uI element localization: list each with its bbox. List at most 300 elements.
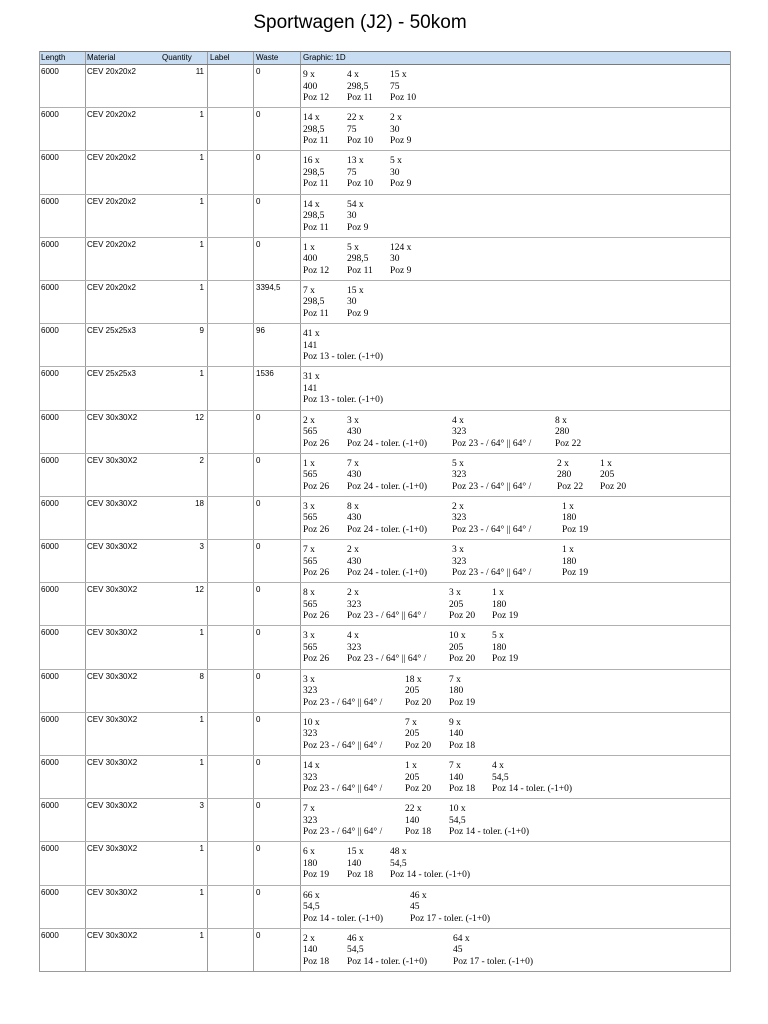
cell-length: 6000 [41, 153, 59, 163]
cut-piece [452, 545, 531, 580]
piece-count: 7 x [303, 545, 315, 556]
piece-count: 1 x [303, 242, 315, 253]
cut-piece [303, 243, 329, 278]
cell-waste: 0 [256, 455, 261, 465]
cell-quantity: 2 [199, 455, 204, 465]
piece-len: 30 [347, 297, 357, 308]
piece-count: 15 x [347, 847, 364, 858]
piece-count: 46 x [410, 890, 427, 901]
piece-len: 298,5 [347, 254, 369, 265]
piece-len: 75 [347, 124, 357, 135]
cut-piece [347, 934, 427, 969]
piece-len: 54,5 [347, 945, 364, 956]
cut-piece [390, 113, 411, 148]
cut-piece [303, 631, 329, 666]
piece-poz: Poz 11 [303, 222, 329, 233]
piece-len: 140 [405, 815, 420, 826]
piece-poz: Poz 23 - / 64° || 64° / [303, 740, 383, 751]
piece-len: 298,5 [303, 167, 325, 178]
cell-material: CEV 30x30X2 [87, 628, 138, 638]
piece-poz: Poz 13 - toler. (-1+0) [303, 395, 384, 406]
cut-piece [303, 718, 382, 753]
piece-poz: Poz 19 [562, 568, 589, 579]
cell-material: CEV 30x30X2 [87, 887, 138, 897]
cut-piece [347, 502, 427, 537]
cell-length: 6000 [41, 110, 59, 120]
piece-count: 4 x [347, 70, 359, 80]
cell-material: CEV 20x20x2 [87, 153, 136, 163]
cut-piece [347, 70, 373, 105]
piece-len: 45 [453, 945, 463, 956]
piece-poz: Poz 14 - toler. (-1+0) [449, 827, 530, 838]
cell-quantity: 1 [199, 239, 204, 249]
cell-length: 6000 [41, 239, 59, 249]
cell-waste: 0 [256, 930, 261, 940]
piece-poz: Poz 20 [405, 784, 432, 794]
piece-poz: Poz 11 [303, 136, 329, 147]
piece-count: 14 x [303, 761, 320, 771]
piece-len: 140 [303, 945, 318, 956]
piece-len: 180 [303, 858, 318, 869]
piece-count: 7 x [347, 458, 359, 469]
piece-count: 10 x [303, 717, 320, 728]
cut-piece [390, 70, 416, 105]
piece-count: 1 x [492, 588, 504, 599]
cell-length: 6000 [41, 67, 59, 76]
piece-count: 22 x [405, 804, 422, 815]
cut-piece [405, 675, 431, 710]
piece-len: 75 [347, 167, 357, 178]
piece-count: 22 x [347, 113, 364, 124]
piece-count: 10 x [449, 804, 466, 815]
cell-waste: 0 [256, 110, 261, 120]
cell-length: 6000 [41, 887, 59, 897]
piece-poz: Poz 26 [303, 611, 330, 622]
piece-poz: Poz 26 [303, 568, 330, 579]
cell-material: CEV 30x30X2 [87, 758, 138, 767]
cut-piece [303, 372, 383, 407]
piece-poz: Poz 23 - / 64° || 64° / [303, 784, 383, 794]
piece-len: 180 [492, 642, 507, 653]
cut-piece [449, 718, 475, 753]
cell-material: CEV 30x30X2 [87, 844, 138, 854]
piece-len: 298,5 [347, 81, 369, 92]
piece-poz: Poz 26 [303, 654, 330, 665]
piece-count: 7 x [449, 761, 461, 771]
cell-waste: 0 [256, 153, 261, 163]
piece-poz: Poz 24 - toler. (-1+0) [347, 438, 428, 449]
cell-length: 6000 [41, 714, 59, 724]
cut-piece [347, 459, 427, 494]
cell-length: 6000 [41, 412, 59, 422]
piece-count: 9 x [303, 70, 315, 80]
piece-count: 3 x [452, 545, 464, 556]
piece-poz: Poz 23 - / 64° || 64° / [347, 654, 427, 665]
cut-piece [347, 200, 368, 235]
cut-piece [492, 588, 518, 623]
cell-material: CEV 30x30X2 [87, 671, 138, 681]
cut-piece [492, 631, 518, 666]
piece-count: 4 x [347, 631, 359, 642]
piece-len: 141 [303, 340, 318, 351]
cut-piece [452, 459, 531, 494]
piece-poz: Poz 22 [557, 481, 584, 492]
cell-length: 6000 [41, 455, 59, 465]
piece-len: 280 [555, 427, 570, 437]
cut-piece [303, 675, 382, 710]
piece-count: 10 x [449, 631, 466, 642]
cut-piece [449, 631, 475, 666]
piece-count: 15 x [390, 70, 407, 80]
piece-len: 430 [347, 556, 362, 567]
cell-quantity: 9 [199, 326, 204, 336]
piece-len: 30 [347, 211, 357, 222]
cell-material: CEV 20x20x2 [87, 67, 136, 76]
piece-count: 3 x [303, 501, 315, 512]
piece-poz: Poz 12 [303, 265, 330, 276]
piece-count: 2 x [303, 933, 315, 944]
cut-piece [347, 243, 373, 278]
cut-piece [390, 243, 411, 278]
piece-poz: Poz 20 [405, 740, 432, 751]
piece-count: 31 x [303, 372, 320, 383]
piece-poz: Poz 20 [449, 654, 476, 665]
piece-count: 7 x [405, 717, 417, 728]
piece-len: 205 [600, 470, 615, 481]
piece-poz: Poz 13 - toler. (-1+0) [303, 352, 384, 363]
table-row [40, 496, 730, 539]
table-row [40, 885, 730, 928]
piece-count: 15 x [347, 285, 364, 296]
piece-len: 140 [449, 772, 464, 783]
piece-count: 1 x [405, 761, 417, 771]
header-material: Material [87, 53, 116, 62]
cut-piece [449, 588, 475, 623]
cell-length: 6000 [41, 844, 59, 854]
header-graphic: Graphic: 1D [303, 53, 346, 62]
piece-count: 3 x [449, 588, 461, 599]
cut-piece [303, 459, 329, 494]
cell-length: 6000 [41, 369, 59, 379]
piece-len: 140 [449, 729, 464, 740]
piece-count: 64 x [453, 933, 470, 944]
cell-quantity: 1 [199, 282, 204, 292]
piece-len: 54,5 [492, 772, 509, 783]
cut-piece [405, 761, 431, 796]
table-header [40, 51, 730, 65]
piece-poz: Poz 22 [555, 438, 582, 449]
piece-len: 565 [303, 599, 318, 610]
cell-waste: 0 [256, 714, 261, 724]
piece-count: 8 x [555, 415, 567, 426]
piece-count: 4 x [452, 415, 464, 426]
piece-count: 3 x [303, 674, 315, 685]
cell-material: CEV 30x30X2 [87, 455, 138, 465]
piece-count: 1 x [600, 458, 612, 469]
piece-count: 7 x [449, 674, 461, 685]
piece-count: 5 x [390, 156, 402, 167]
piece-poz: Poz 20 [405, 697, 432, 708]
cut-piece [453, 934, 533, 969]
piece-len: 205 [405, 686, 420, 697]
piece-poz: Poz 24 - toler. (-1+0) [347, 524, 428, 535]
piece-poz: Poz 23 - / 64° || 64° / [347, 611, 427, 622]
cut-piece [347, 631, 426, 666]
cell-quantity: 1 [199, 110, 204, 120]
piece-len: 430 [347, 470, 362, 481]
cell-waste: 0 [256, 239, 261, 249]
piece-poz: Poz 10 [347, 179, 374, 190]
piece-poz: Poz 23 - / 64° || 64° / [303, 827, 383, 838]
cell-waste: 0 [256, 585, 261, 595]
cell-quantity: 1 [199, 887, 204, 897]
piece-count: 5 x [452, 458, 464, 469]
piece-poz: Poz 10 [390, 93, 417, 103]
piece-count: 5 x [492, 631, 504, 642]
piece-poz: Poz 10 [347, 136, 374, 147]
cell-length: 6000 [41, 196, 59, 206]
piece-len: 400 [303, 81, 318, 92]
table-row [40, 712, 730, 755]
cut-piece [410, 891, 490, 926]
piece-poz: Poz 20 [600, 481, 627, 492]
piece-len: 565 [303, 470, 318, 481]
cut-piece [492, 761, 572, 796]
cut-piece [303, 934, 329, 969]
table-row [40, 841, 730, 884]
cell-quantity: 1 [199, 628, 204, 638]
piece-count: 1 x [562, 545, 574, 556]
piece-len: 75 [390, 81, 400, 92]
cut-piece [449, 675, 475, 710]
cell-length: 6000 [41, 326, 59, 336]
table-row [40, 539, 730, 582]
piece-count: 4 x [492, 761, 504, 771]
piece-poz: Poz 26 [303, 438, 330, 449]
cut-piece [390, 847, 470, 882]
piece-poz: Poz 18 [405, 827, 432, 838]
piece-count: 1 x [303, 458, 315, 469]
piece-count: 14 x [303, 199, 320, 210]
piece-count: 2 x [557, 458, 569, 469]
piece-len: 54,5 [390, 858, 407, 869]
piece-count: 3 x [347, 415, 359, 426]
cut-piece [303, 329, 383, 364]
cell-material: CEV 30x30X2 [87, 930, 138, 940]
piece-len: 30 [390, 124, 400, 135]
piece-poz: Poz 14 - toler. (-1+0) [303, 913, 384, 924]
cut-piece [347, 286, 368, 321]
cut-piece [303, 891, 383, 926]
cell-material: CEV 30x30X2 [87, 498, 138, 508]
cell-quantity: 12 [195, 412, 204, 422]
piece-len: 565 [303, 427, 318, 437]
table-row [40, 194, 730, 237]
table-body [40, 65, 730, 971]
piece-count: 66 x [303, 890, 320, 901]
cut-piece [405, 804, 431, 839]
piece-len: 30 [390, 254, 400, 265]
cell-material: CEV 20x20x2 [87, 196, 136, 206]
piece-len: 45 [410, 902, 420, 913]
piece-len: 430 [347, 513, 362, 524]
table-row [40, 280, 730, 323]
cut-piece [347, 156, 373, 191]
piece-poz: Poz 14 - toler. (-1+0) [347, 956, 428, 967]
piece-len: 323 [347, 642, 362, 653]
piece-len: 323 [452, 556, 467, 567]
piece-poz: Poz 14 - toler. (-1+0) [390, 870, 471, 881]
piece-count: 5 x [347, 242, 359, 253]
piece-count: 1 x [562, 501, 574, 512]
cut-piece [562, 502, 588, 537]
cell-quantity: 3 [199, 801, 204, 811]
header-waste: Waste [256, 53, 279, 62]
cell-material: CEV 30x30X2 [87, 585, 138, 595]
cut-piece [303, 761, 382, 796]
piece-len: 54,5 [303, 902, 320, 913]
cell-material: CEV 30x30X2 [87, 801, 138, 811]
cell-waste: 3394,5 [256, 282, 281, 292]
piece-len: 323 [452, 427, 467, 437]
cell-waste: 1536 [256, 369, 274, 379]
cell-length: 6000 [41, 628, 59, 638]
piece-count: 41 x [303, 329, 320, 340]
cut-piece [405, 718, 431, 753]
piece-poz: Poz 24 - toler. (-1+0) [347, 481, 428, 492]
cell-waste: 0 [256, 412, 261, 422]
piece-len: 323 [303, 815, 318, 826]
piece-poz: Poz 23 - / 64° || 64° / [452, 568, 532, 579]
piece-poz: Poz 11 [303, 308, 329, 319]
cut-piece [347, 545, 427, 580]
table-row [40, 928, 730, 971]
piece-poz: Poz 9 [347, 308, 369, 319]
cell-length: 6000 [41, 498, 59, 508]
cut-piece [303, 286, 329, 321]
piece-count: 8 x [303, 588, 315, 599]
piece-count: 7 x [303, 804, 315, 815]
piece-len: 54,5 [449, 815, 466, 826]
piece-count: 14 x [303, 113, 320, 124]
piece-len: 140 [347, 858, 362, 869]
piece-poz: Poz 9 [347, 222, 369, 233]
cell-material: CEV 20x20x2 [87, 239, 136, 249]
piece-count: 13 x [347, 156, 364, 167]
table-row [40, 625, 730, 668]
piece-poz: Poz 11 [303, 179, 329, 190]
cut-piece [303, 588, 329, 623]
cut-piece [452, 502, 531, 537]
cell-waste: 0 [256, 758, 261, 767]
cell-waste: 0 [256, 671, 261, 681]
piece-count: 2 x [452, 501, 464, 512]
cell-waste: 0 [256, 196, 261, 206]
piece-poz: Poz 14 - toler. (-1+0) [492, 784, 573, 794]
cut-piece [303, 70, 329, 105]
piece-poz: Poz 26 [303, 524, 330, 535]
cut-piece [390, 156, 411, 191]
cut-piece [303, 416, 329, 451]
piece-poz: Poz 17 - toler. (-1+0) [453, 956, 534, 967]
table-row [40, 107, 730, 150]
cell-length: 6000 [41, 671, 59, 681]
piece-len: 205 [405, 729, 420, 740]
piece-poz: Poz 23 - / 64° || 64° / [452, 524, 532, 535]
cut-piece [562, 545, 588, 580]
piece-count: 7 x [303, 285, 315, 296]
piece-len: 298,5 [303, 297, 325, 308]
header-quantity: Quantity [162, 53, 192, 62]
cell-length: 6000 [41, 282, 59, 292]
piece-len: 180 [562, 513, 577, 524]
table-row [40, 150, 730, 193]
piece-len: 205 [405, 772, 420, 783]
piece-poz: Poz 11 [347, 265, 373, 276]
cell-quantity: 1 [199, 758, 204, 767]
cell-material: CEV 25x25x3 [87, 326, 136, 336]
piece-count: 3 x [303, 631, 315, 642]
table-row [40, 410, 730, 453]
piece-count: 8 x [347, 501, 359, 512]
cell-material: CEV 20x20x2 [87, 110, 136, 120]
table-row [40, 755, 730, 798]
piece-count: 6 x [303, 847, 315, 858]
piece-poz: Poz 23 - / 64° || 64° / [303, 697, 383, 708]
piece-count: 46 x [347, 933, 364, 944]
piece-poz: Poz 9 [390, 136, 412, 147]
cut-piece [449, 761, 475, 796]
piece-len: 298,5 [303, 211, 325, 222]
piece-count: 54 x [347, 199, 364, 210]
cell-waste: 0 [256, 498, 261, 508]
cut-piece [555, 416, 581, 451]
table-row [40, 323, 730, 366]
piece-poz: Poz 9 [390, 265, 412, 276]
piece-len: 565 [303, 556, 318, 567]
piece-len: 430 [347, 427, 362, 437]
piece-len: 205 [449, 642, 464, 653]
cell-quantity: 1 [199, 369, 204, 379]
piece-len: 280 [557, 470, 572, 481]
piece-count: 48 x [390, 847, 407, 858]
piece-poz: Poz 19 [449, 697, 476, 708]
table-row [40, 669, 730, 712]
piece-len: 323 [347, 599, 362, 610]
piece-len: 141 [303, 383, 318, 394]
piece-poz: Poz 23 - / 64° || 64° / [452, 438, 532, 449]
cut-piece [557, 459, 583, 494]
cut-piece [347, 416, 427, 451]
table-row [40, 65, 730, 107]
piece-len: 323 [452, 513, 467, 524]
table-row [40, 453, 730, 496]
piece-poz: Poz 9 [390, 179, 412, 190]
piece-len: 400 [303, 254, 318, 265]
piece-poz: Poz 23 - / 64° || 64° / [452, 481, 532, 492]
cell-waste: 0 [256, 628, 261, 638]
piece-len: 323 [303, 686, 318, 697]
cell-length: 6000 [41, 585, 59, 595]
cell-quantity: 1 [199, 196, 204, 206]
header-length: Length [41, 53, 66, 62]
piece-poz: Poz 19 [492, 611, 519, 622]
cell-waste: 0 [256, 67, 261, 76]
cut-piece [303, 156, 329, 191]
cell-material: CEV 25x25x3 [87, 369, 136, 379]
cell-waste: 0 [256, 887, 261, 897]
cell-quantity: 1 [199, 153, 204, 163]
